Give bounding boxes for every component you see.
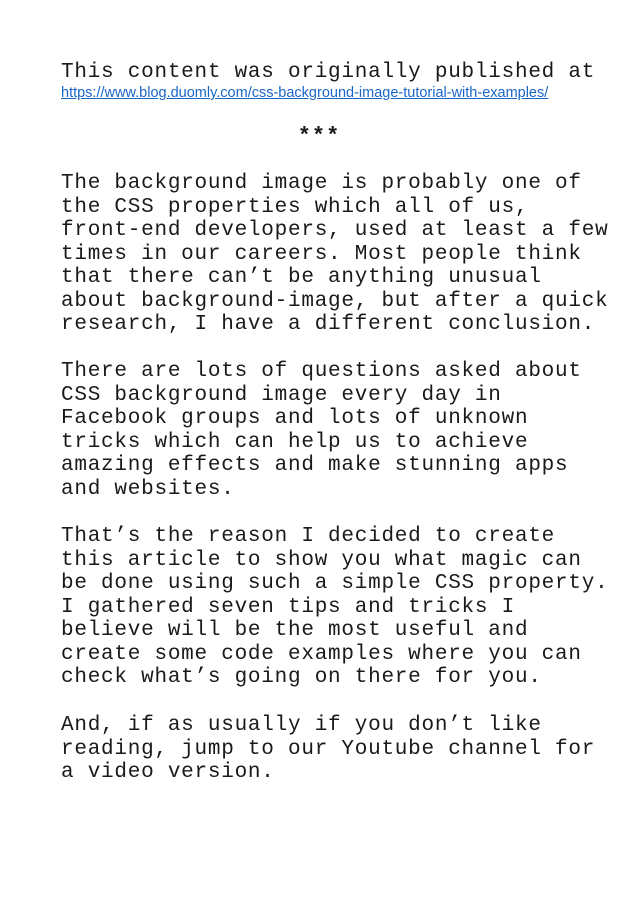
section-separator: *** (297, 124, 341, 149)
paragraph-reason: That’s the reason I decided to create this article to show you what magic can be done using such a simple CSS property. I gathered seven tips and tricks I believe will be the most useful and create some code examples where you can check what’s going on there for you. (61, 525, 609, 689)
paragraph-intro: The background image is probably one of the CSS properties which all of us, front-end developers, used at least a few times in our careers. Most people think that there can’t be anything unusual about background-image, but after a quick research, I have a different conclusion. (61, 172, 609, 336)
source-link[interactable]: https://www.blog.duomly.com/css-background-image-tutorial-with-examples/ (61, 85, 549, 101)
paragraph-video: And, if as usually if you don’t like reading, jump to our Youtube channel for a video version. (61, 714, 596, 784)
paragraph-questions: There are lots of questions asked about CSS background image every day in Facebook groups and lots of unknown tricks which can help us to achieve amazing effects and make stunning apps and websites. (61, 360, 582, 501)
intro-text: This content was originally published at (61, 61, 596, 84)
